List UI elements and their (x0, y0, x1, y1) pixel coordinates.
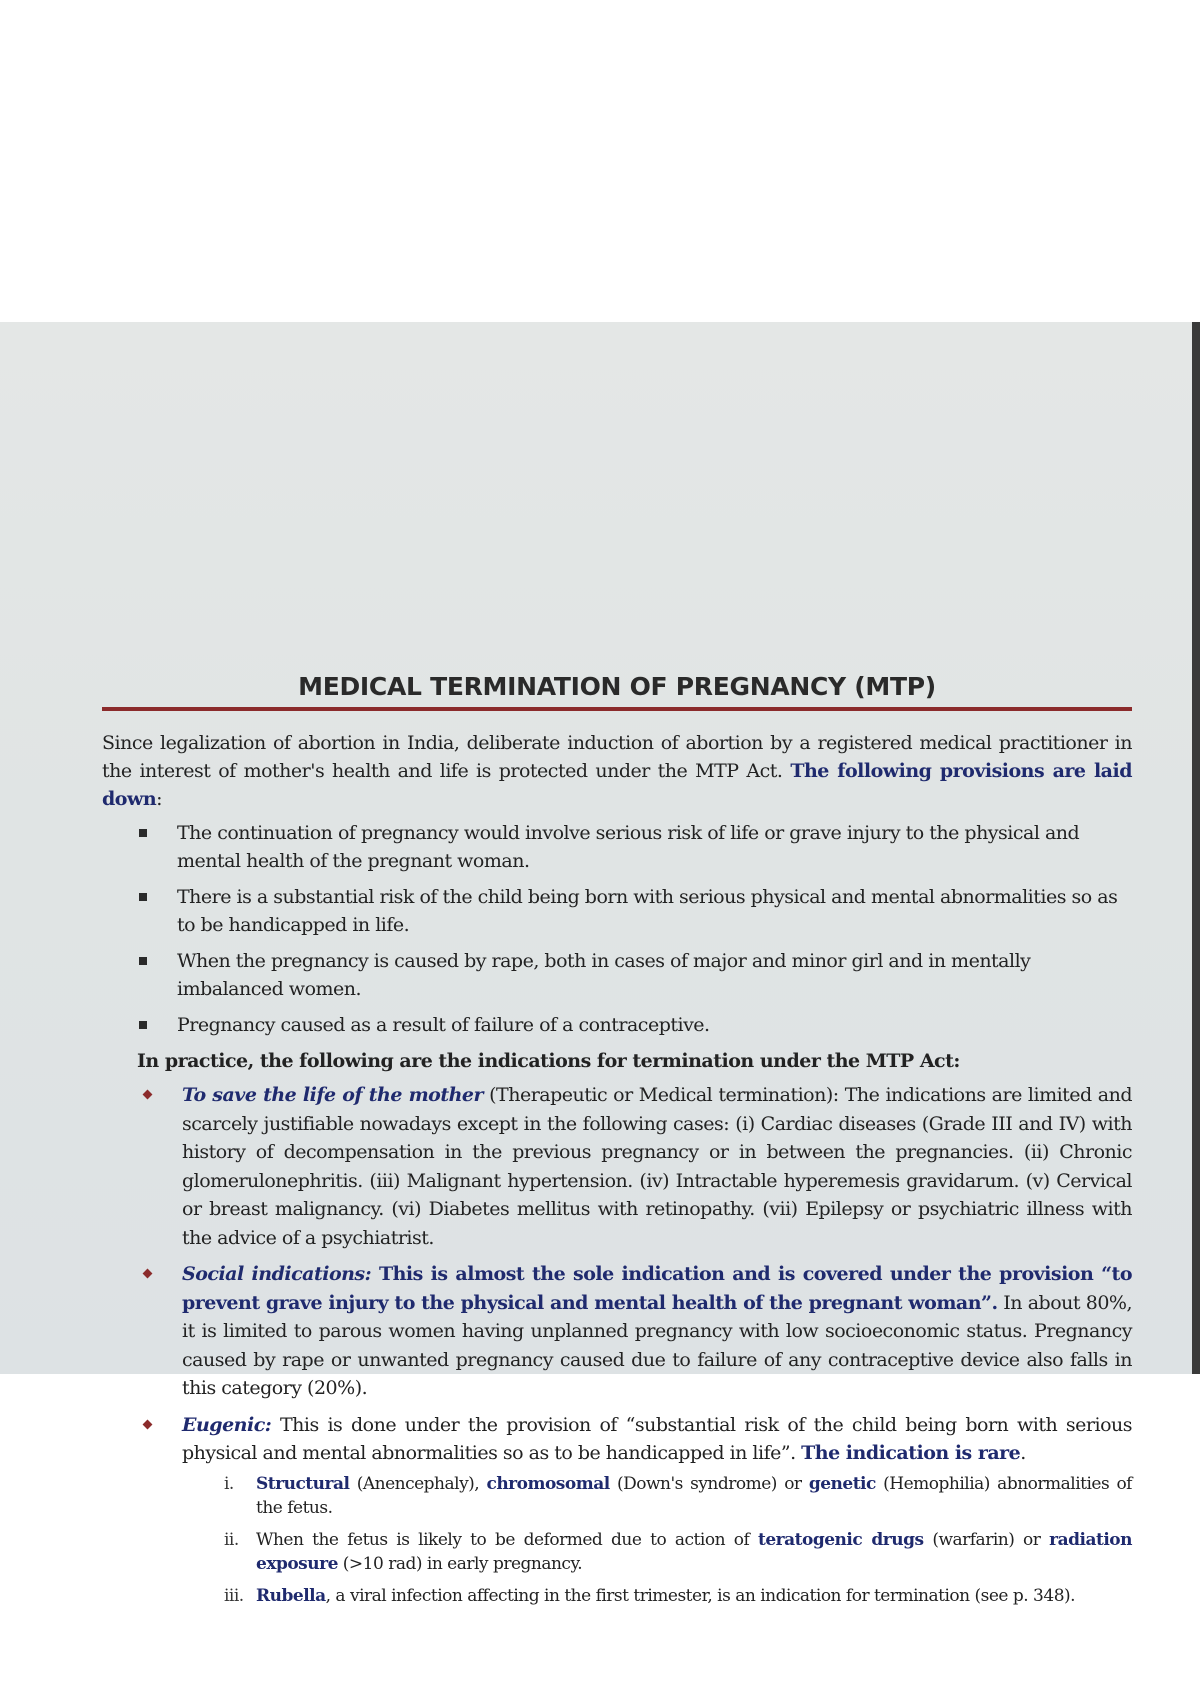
indication-bold: This is almost the sole indication and is covered under the provision “to prevent grave injury to the physical and mental health of the pregnant woman”. (182, 1263, 1133, 1314)
roman-numeral: ii. (224, 1529, 239, 1550)
intro-tail: : (156, 788, 163, 810)
indication-lead: Eugenic: (182, 1413, 272, 1436)
sub-text: When the fetus is likely to be deformed due to action of (256, 1529, 758, 1550)
title-rule (102, 707, 1132, 711)
indication-lead: To save the life of the mother (182, 1084, 484, 1106)
sub-text-bold: Structural (256, 1473, 350, 1494)
sub-text-bold: teratogenic drugs (757, 1529, 924, 1550)
provision-text: There is a substantial risk of the child being born with serious physical and mental abnormalities so as to be handicapped in life. (177, 886, 1118, 936)
indication-lead: Social indications: (182, 1263, 372, 1285)
provision-text: Pregnancy caused as a result of failure of a contraceptive. (177, 1014, 710, 1036)
provision-item (137, 947, 1132, 1003)
square-bullet-icon (139, 1021, 147, 1029)
square-bullet-icon (139, 829, 147, 837)
page-content (102, 672, 1132, 1616)
indication-mother (142, 1081, 1132, 1252)
intro-paragraph (102, 729, 1132, 813)
square-bullet-icon (139, 893, 147, 901)
eugenic-subitem (224, 1472, 1132, 1520)
sub-text: (warfarin) or (923, 1529, 1050, 1550)
provision-item (137, 883, 1132, 939)
roman-numeral: i. (224, 1473, 234, 1494)
sub-text-bold: chromosomal (486, 1473, 610, 1494)
practice-heading: In practice, the following are the indications for termination under the MTP Act: (137, 1050, 960, 1072)
sub-text: (>10 rad) in early pregnancy. (337, 1553, 583, 1574)
eugenic-subitem (224, 1584, 1132, 1608)
sub-text: , a viral infection affecting in the first trimester, is an indication for termination (see p. 348). (325, 1585, 1076, 1606)
sub-text: (Down's syndrome) or (609, 1473, 809, 1494)
square-bullet-icon (139, 957, 147, 965)
sub-text-bold: genetic (808, 1473, 876, 1494)
provision-item (137, 819, 1132, 875)
indication-text: In about 80%, it is limited to parous women having unplanned pregnancy with low socioeconomic status. Pregnancy caused by rape or unwanted pregnancy caused due to failure of any contraceptive device also falls in this category (20%). (182, 1291, 1132, 1399)
provision-item (137, 1011, 1132, 1039)
indications-list (102, 1081, 1132, 1608)
diamond-bullet-icon (143, 1269, 153, 1279)
provision-text: The continuation of pregnancy would involve serious risk of life or grave injury to the physical and mental health of the pregnant woman. (177, 822, 1080, 872)
indication-text: (Therapeutic or Medical termination): The indications are limited and scarcely justifiable nowadays except in the following cases: (i) Cardiac diseases (Grade III and IV) with history of decompensation in the previous pregnancy or in between the pregnancies. (ii) Chronic glomerulonephritis. (iii) Malignant hypertension. (iv) Intractable hyperemesis gravidarum. (v) Cervical or breast malignancy. (vi) Diabetes mellitus with retinopathy. (vii) Epilepsy or psychiatric illness with the advice of a psychiatrist. (182, 1084, 1133, 1249)
eugenic-sublist (182, 1472, 1132, 1608)
sub-text: (Anencephaly), (349, 1473, 487, 1494)
indication-text: This is done under the provision of “substantial risk of the child being born with serious physical and mental abnormalities so as to be handicapped in life”. (182, 1413, 1132, 1464)
eugenic-subitem (224, 1528, 1132, 1576)
indication-bold: The indication is rare (801, 1442, 1021, 1464)
intro-text: Since legalization of abortion in India, deliberate induction of abortion by a registered medical practitioner in the interest of mother's health and life is protected under the MTP Act. (102, 732, 1132, 782)
diamond-bullet-icon (143, 1419, 153, 1429)
sub-text-bold: Rubella (256, 1585, 326, 1606)
diamond-bullet-icon (143, 1090, 153, 1100)
roman-numeral: iii. (224, 1585, 244, 1606)
indication-eugenic (142, 1411, 1132, 1608)
page-photo (0, 322, 1200, 1606)
intro-bold: The following provisions are laid down (102, 760, 1132, 810)
provisions-list (102, 819, 1132, 1039)
indication-tail: . (1020, 1442, 1026, 1464)
provision-text: When the pregnancy is caused by rape, both in cases of major and minor girl and in mentally imbalanced women. (177, 950, 1031, 1000)
sub-text: (Hemophilia) abnormalities of the fetus. (256, 1473, 1132, 1518)
indication-social (142, 1260, 1132, 1403)
page-title: MEDICAL TERMINATION OF PREGNANCY (MTP) (298, 672, 936, 701)
sub-text-bold: radiation exposure (256, 1529, 1132, 1574)
